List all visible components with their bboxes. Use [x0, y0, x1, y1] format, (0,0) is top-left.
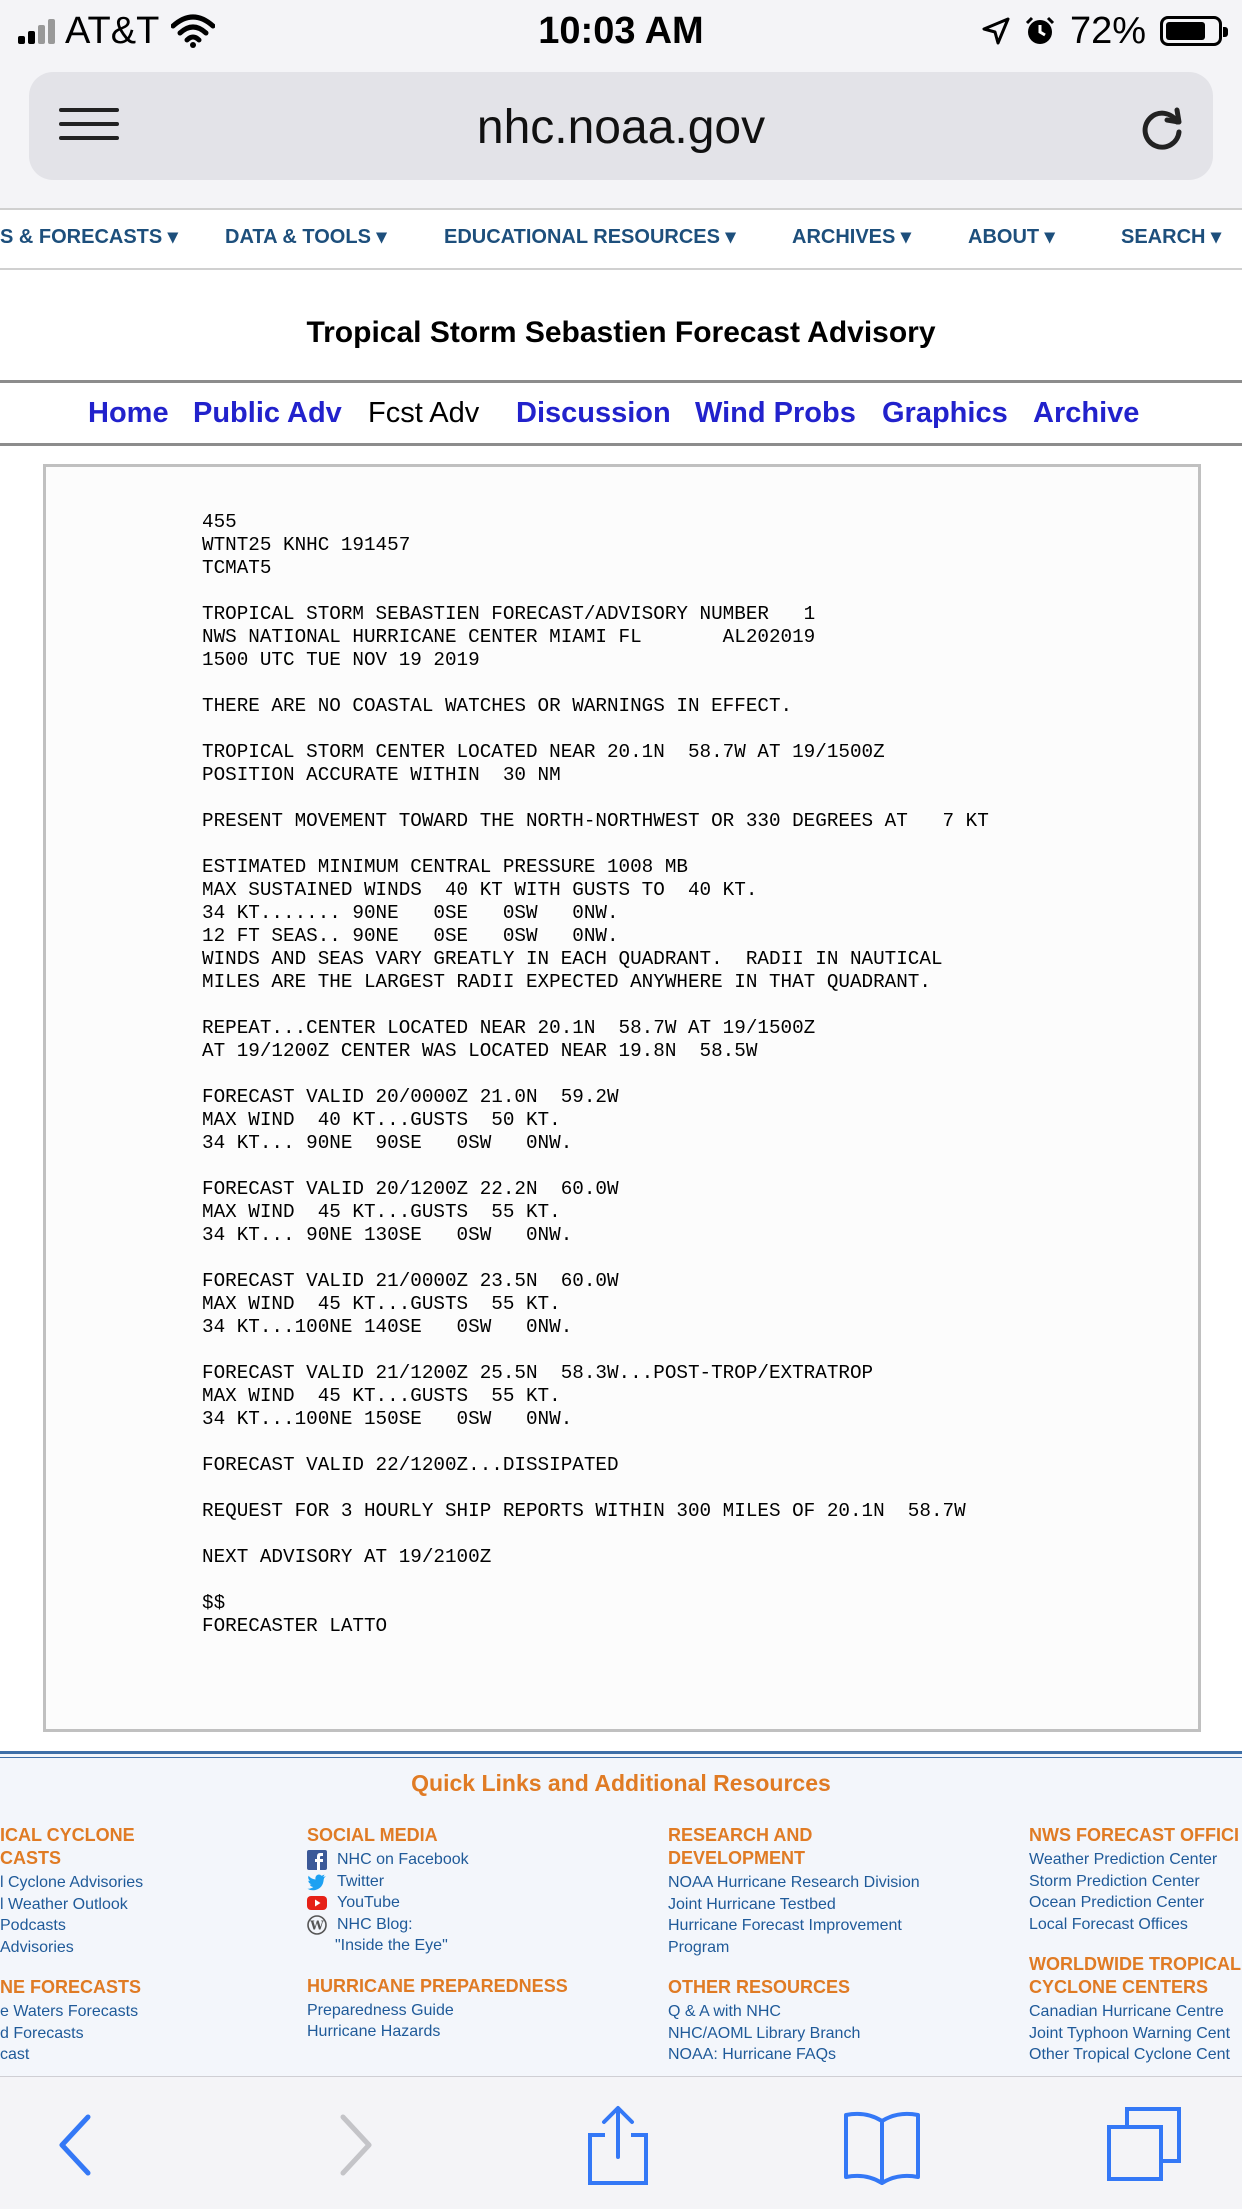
footer-heading: RESEARCH AND: [668, 1825, 813, 1845]
footer-heading: DEVELOPMENT: [668, 1848, 806, 1868]
footer-link[interactable]: NHC/AOML Library Branch: [668, 2024, 861, 2042]
site-nav: [0, 208, 1242, 270]
footer-link[interactable]: Podcasts: [0, 1917, 66, 1934]
reload-icon[interactable]: [1137, 104, 1187, 154]
location-arrow-icon: [982, 17, 1010, 45]
facebook-icon: [307, 1850, 327, 1870]
status-bar: [0, 0, 1242, 62]
share-icon[interactable]: [578, 2105, 658, 2185]
blog-label: NHC Blog:: [337, 1915, 413, 1933]
footer-heading: HURRICANE PREPAREDNESS: [307, 1975, 568, 1996]
footer-link[interactable]: l Cyclone Advisories: [0, 1874, 144, 1891]
footer-heading: NE FORECASTS: [0, 1977, 142, 1997]
youtube-icon: [307, 1893, 327, 1913]
twitter-label: Twitter: [337, 1872, 385, 1890]
wordpress-icon: [307, 1915, 327, 1935]
facebook-label: NHC on Facebook: [337, 1851, 469, 1868]
footer-heading: SOCIAL MEDIA: [307, 1825, 438, 1845]
subnav-fcst-adv: Fcst Adv: [368, 397, 480, 429]
url-text[interactable]: nhc.noaa.gov: [476, 101, 766, 154]
nav-educational-resources[interactable]: EDUCATIONAL RESOURCES ▾: [444, 226, 736, 248]
battery-percent: 72%: [1069, 9, 1146, 52]
footer-link[interactable]: Program: [668, 1938, 730, 1956]
footer-col-social-media: [307, 1824, 568, 2043]
subnav-discussion[interactable]: Discussion: [516, 397, 671, 429]
footer-link[interactable]: Local Forecast Offices: [1029, 1915, 1188, 1933]
footer-link[interactable]: Canadian Hurricane Centre: [1029, 2003, 1224, 2020]
browser-address-bar: [0, 62, 1242, 208]
twitter-link[interactable]: [307, 1871, 568, 1893]
bookmarks-icon[interactable]: [842, 2105, 922, 2185]
footer-link[interactable]: Ocean Prediction Center: [1029, 1894, 1205, 1911]
browser-toolbar: [0, 2076, 1242, 2209]
subnav-wind-probs[interactable]: Wind Probs: [695, 397, 856, 429]
nav-archives[interactable]: ARCHIVES ▾: [792, 226, 911, 248]
status-right: [982, 8, 1222, 54]
footer-link[interactable]: cast: [0, 2046, 30, 2063]
tabs-icon[interactable]: [1105, 2105, 1185, 2185]
subnav-public-adv[interactable]: Public Adv: [193, 397, 342, 429]
footer-link[interactable]: Advisories: [0, 1938, 74, 1956]
advisory-text: 455 WTNT25 KNHC 191457 TCMAT5 TROPICAL STORM SEBASTIEN FORECAST/ADVISORY NUMBER 1 NWS NATIONAL HURRICANE CENTER MIAMI FL AL202019 1500 UTC TUE NOV 19 2019 THERE ARE NO COASTAL WATCHES OR WARNINGS IN EFFECT. TROPICAL STORM CENTER LOCATED NEAR 20.1N 58.7W AT 19/1500Z POSITION ACCURATE WITHIN 30 NM PRESENT MOVEMENT TOWARD THE NORTH-NORTHWEST OR 330 DEGREES AT 7 KT ESTIMATED MINIMUM CENTRAL PRESSURE 1008 MB MAX SUSTAINED WINDS 40 KT WITH GUSTS TO 40 KT. 34 KT....... 90NE 0SE 0SW 0NW. 12 FT SEAS.. 90NE 0SE 0SW 0NW. WINDS AND SEAS VARY GREATLY IN EACH QUADRANT. RADII IN NAUTICAL MILES ARE THE LARGEST RADII EXPECTED ANYWHERE IN THAT QUADRANT. REPEAT...CENTER LOCATED NEAR 20.1N 58.7W AT 19/1500Z AT 19/1200Z CENTER WAS LOCATED NEAR 19.8N 58.5W FORECAST VALID 20/0000Z 21.0N 59.2W MAX WIND 40 KT...GUSTS 50 KT. 34 KT... 90NE 90SE 0SW 0NW. FORECAST VALID 20/1200Z 22.2N 60.0W MAX WIND 45 KT...GUSTS 55 KT. 34 KT... 90NE 130SE 0SW 0NW. FORECAST VALID 21/0000Z 23.5N 60.0W MAX WIND 45 KT...GUSTS 55 KT. 34 KT...100NE 140SE 0SW 0NW. FORECAST VALID 21/1200Z 25.5N 58.3W...POST-TROP/EXTRATROP MAX WIND 45 KT...GUSTS 55 KT. 34 KT...100NE 150SE 0SW 0NW. FORECAST VALID 22/1200Z...DISSIPATED REQUEST FOR 3 HOURLY SHIP REPORTS WITHIN 300 MILES OF 20.1N 58.7W NEXT ADVISORY AT 19/2100Z $$ FORECASTER LATTO: [202, 511, 989, 1637]
blog-link[interactable]: [307, 1914, 568, 1936]
footer-link[interactable]: Joint Hurricane Testbed: [668, 1895, 836, 1913]
subnav-graphics[interactable]: Graphics: [882, 397, 1008, 429]
nav-about[interactable]: ABOUT ▾: [968, 226, 1055, 248]
footer-link[interactable]: Hurricane Hazards: [307, 2023, 441, 2040]
footer-link[interactable]: NOAA Hurricane Research Division: [668, 1874, 920, 1891]
youtube-label: YouTube: [337, 1894, 400, 1911]
footer-link[interactable]: e Waters Forecasts: [0, 2003, 139, 2020]
footer-heading: CASTS: [0, 1848, 62, 1868]
footer-link[interactable]: l Weather Outlook: [0, 1895, 128, 1913]
footer-heading: ICAL CYCLONE: [0, 1825, 135, 1845]
page-title: Tropical Storm Sebastien Forecast Advisory: [306, 316, 936, 349]
footer-heading: NWS FORECAST OFFICI: [1029, 1825, 1239, 1845]
footer-title: Quick Links and Additional Resources: [411, 1770, 831, 1796]
nav-search[interactable]: SEARCH ▾: [1121, 226, 1222, 248]
subnav-archive[interactable]: Archive: [1033, 397, 1140, 429]
footer-link[interactable]: Joint Typhoon Warning Cent: [1029, 2024, 1231, 2042]
footer-link[interactable]: Other Tropical Cyclone Cent: [1029, 2046, 1230, 2063]
nav-data-tools[interactable]: DATA & TOOLS ▾: [225, 226, 387, 248]
carrier-label: AT&T: [65, 9, 160, 52]
facebook-link[interactable]: [307, 1849, 568, 1871]
footer-heading: WORLDWIDE TROPICAL: [1029, 1954, 1241, 1974]
footer-link[interactable]: Hurricane Forecast Improvement: [668, 1917, 902, 1934]
footer-link[interactable]: Storm Prediction Center: [1029, 1872, 1200, 1890]
twitter-icon: [307, 1872, 327, 1892]
nav-forecasts[interactable]: S & FORECASTS ▾: [0, 226, 178, 248]
advisory-box: [43, 464, 1201, 1732]
back-icon[interactable]: [38, 2105, 118, 2185]
footer-heading: CYCLONE CENTERS: [1029, 1977, 1209, 1997]
footer-col-nws-offices: [1029, 1824, 1241, 2066]
footer-link[interactable]: Q & A with NHC: [668, 2003, 781, 2020]
youtube-link[interactable]: [307, 1892, 568, 1914]
url-field[interactable]: [29, 72, 1213, 180]
clock: 10:03 AM: [538, 10, 704, 52]
blog-subtitle[interactable]: "Inside the Eye": [335, 1937, 448, 1954]
footer-heading: OTHER RESOURCES: [668, 1977, 851, 1997]
footer-link[interactable]: d Forecasts: [0, 2024, 84, 2042]
footer-col-research: [668, 1824, 920, 2066]
subnav-home[interactable]: Home: [88, 397, 169, 429]
alarm-icon: [1024, 15, 1056, 47]
forward-icon[interactable]: [313, 2105, 393, 2185]
footer-col-tropical-forecasts: [0, 1824, 143, 2066]
battery-icon: [1160, 16, 1222, 46]
footer-link[interactable]: Weather Prediction Center: [1029, 1851, 1218, 1868]
footer-link[interactable]: Preparedness Guide: [307, 2001, 454, 2019]
product-subnav: [0, 380, 1242, 446]
svg-text:W: W: [310, 1918, 324, 1932]
quick-links-footer: [0, 1751, 1242, 2079]
footer-link[interactable]: NOAA: Hurricane FAQs: [668, 2046, 837, 2063]
